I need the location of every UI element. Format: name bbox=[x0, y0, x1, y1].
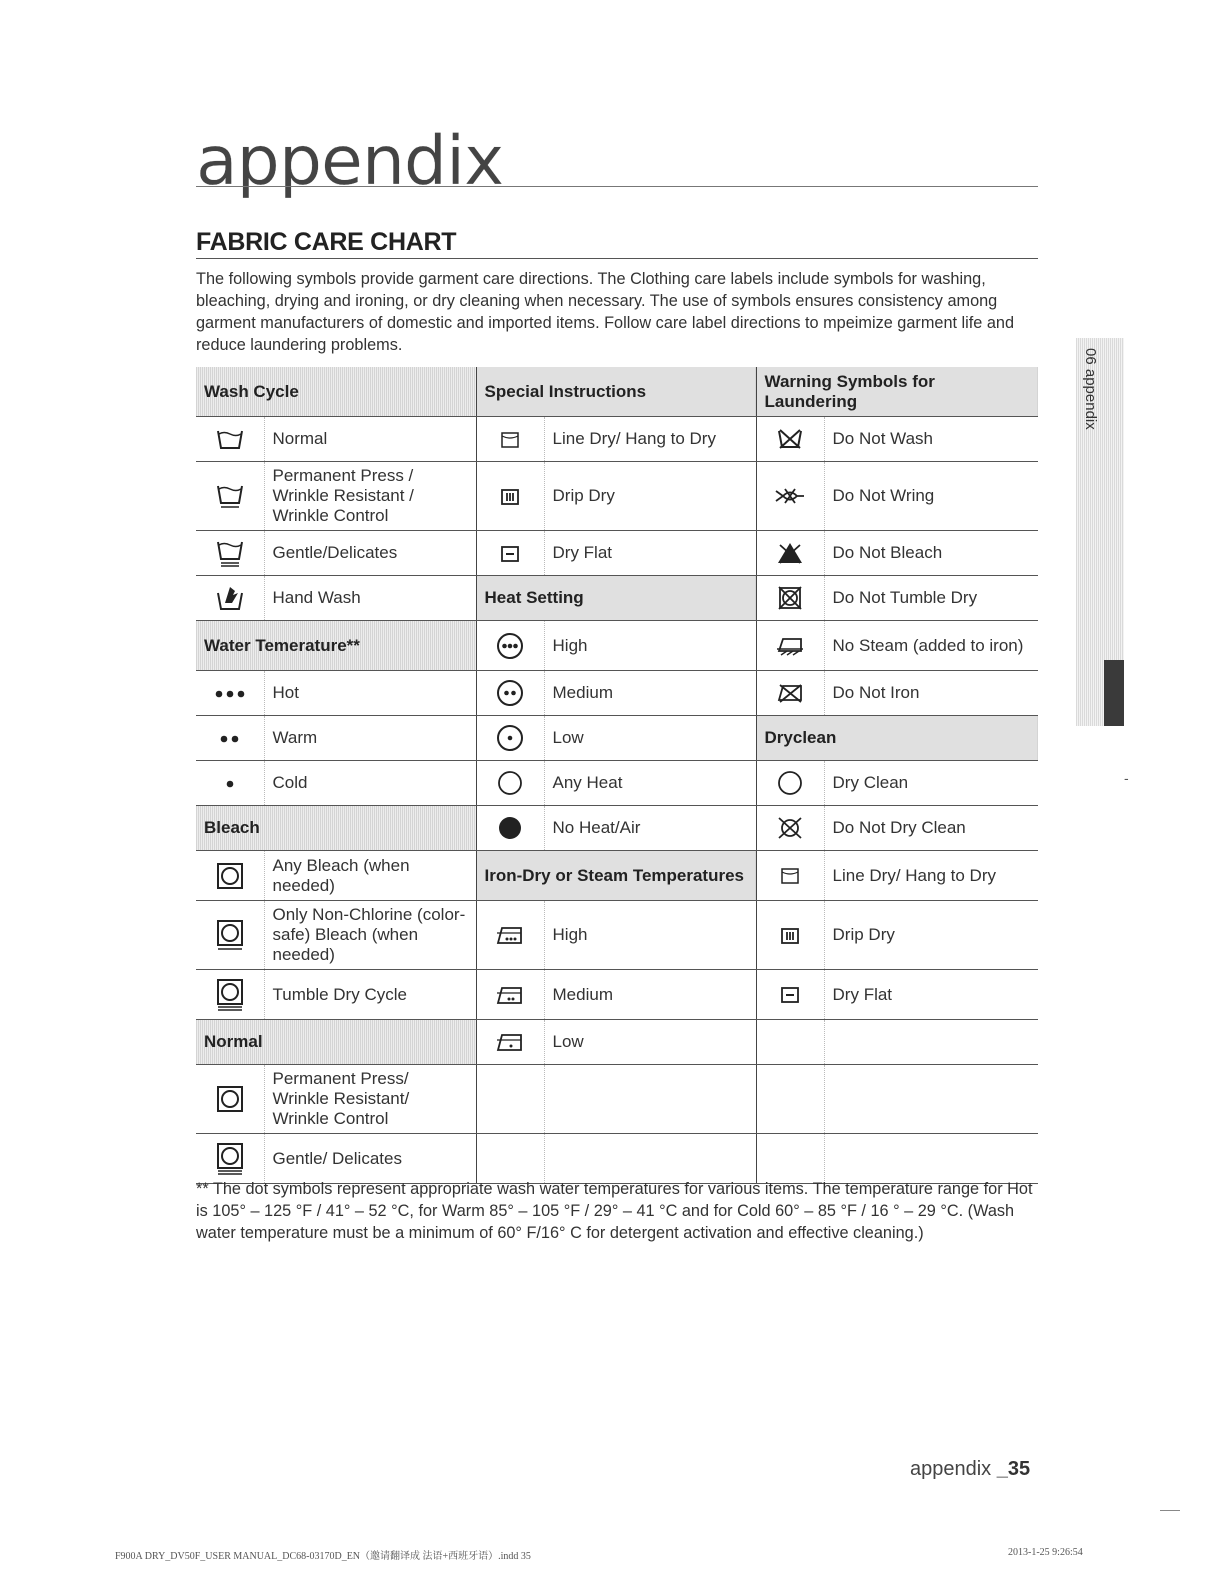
dry-flat-dryclean-icon bbox=[780, 986, 800, 1004]
header-warning-symbols: Warning Symbols for Laundering bbox=[756, 367, 1038, 417]
temp-cold-label: Cold bbox=[264, 761, 476, 806]
temp-warm-label: Warm bbox=[264, 716, 476, 761]
drip-dry-label: Drip Dry bbox=[544, 462, 756, 531]
iron-medium-label: Medium bbox=[544, 970, 756, 1020]
line-dry-label: Line Dry/ Hang to Dry bbox=[544, 417, 756, 462]
wash-gentle-label: Gentle/Delicates bbox=[264, 531, 476, 576]
any-heat-icon bbox=[497, 770, 523, 796]
normal-gentle-label: Gentle/ Delicates bbox=[264, 1134, 476, 1184]
header-dryclean: Dryclean bbox=[756, 716, 1038, 761]
do-not-iron-label: Do Not Iron bbox=[824, 671, 1038, 716]
normal-permanent-press-label: Permanent Press/ Wrinkle Resistant/ Wrinkle Control bbox=[264, 1065, 476, 1134]
iron-high-icon bbox=[495, 924, 525, 946]
header-special-instructions: Special Instructions bbox=[476, 367, 756, 417]
temp-hot-icon bbox=[214, 689, 246, 699]
normal-gentle-icon bbox=[216, 1142, 244, 1176]
header-bleach: Bleach bbox=[196, 806, 476, 851]
temp-cold-icon bbox=[225, 779, 235, 789]
heat-low-icon bbox=[496, 724, 524, 752]
iron-high-label: High bbox=[544, 901, 756, 970]
no-steam-icon bbox=[775, 634, 805, 658]
empty-cell bbox=[476, 1065, 544, 1134]
page-footer bbox=[910, 1458, 1030, 1481]
line-dry-icon bbox=[500, 431, 520, 449]
do-not-bleach-label: Do Not Bleach bbox=[824, 531, 1038, 576]
empty-cell bbox=[544, 1134, 756, 1184]
heat-high-icon bbox=[496, 632, 524, 660]
dry-clean-icon bbox=[777, 770, 803, 796]
do-not-wash-icon bbox=[776, 428, 804, 450]
section-rule bbox=[196, 258, 1038, 259]
heat-medium-label: Medium bbox=[544, 671, 756, 716]
temp-warm-icon bbox=[219, 734, 241, 744]
side-tab-label: 06 appendix bbox=[1082, 348, 1099, 430]
do-not-dry-clean-label: Do Not Dry Clean bbox=[824, 806, 1038, 851]
normal-permanent-press-icon bbox=[216, 1085, 244, 1113]
page-footer-label: appendix bbox=[910, 1458, 992, 1480]
dry-clean-label: Dry Clean bbox=[824, 761, 1038, 806]
non-chlorine-bleach-label: Only Non-Chlorine (color-safe) Bleach (when needed) bbox=[264, 901, 476, 970]
wash-tub-icon bbox=[216, 427, 244, 451]
dry-flat-label: Dry Flat bbox=[544, 531, 756, 576]
footnote: ** The dot symbols represent appropriate wash water temperatures for various items. The temperature range for Hot is 105° – 125 °F / 41° – 52 °C, for Warm 85° – 105 °F / 29° – 41 °C and for Cold 60° – 85 °F / 16 ° – 29 °C. (Wash water temperature must be a minimum of 60° F/16° C for detergent activation and effective cleaning.) bbox=[196, 1180, 1033, 1242]
do-not-wring-icon bbox=[773, 486, 807, 506]
header-water-temperature: Water Temerature** bbox=[196, 621, 476, 671]
print-timestamp: 2013-1-25 9:26:54 bbox=[1008, 1547, 1083, 1558]
chapter-rule bbox=[196, 186, 1038, 187]
do-not-dry-clean-icon bbox=[776, 816, 804, 840]
no-heat-icon bbox=[497, 815, 523, 841]
wash-normal-label: Normal bbox=[264, 417, 476, 462]
chapter-title: appendix bbox=[196, 122, 504, 201]
temp-hot-label: Hot bbox=[264, 671, 476, 716]
tumble-dry-cycle-icon bbox=[216, 978, 244, 1012]
empty-cell bbox=[824, 1134, 1038, 1184]
tumble-dry-cycle-label: Tumble Dry Cycle bbox=[264, 970, 476, 1020]
any-bleach-label: Any Bleach (when needed) bbox=[264, 851, 476, 901]
dry-flat-dryclean-label: Dry Flat bbox=[824, 970, 1038, 1020]
wash-permanent-press-label: Permanent Press / Wrinkle Resistant / Wrinkle Control bbox=[264, 462, 476, 531]
do-not-tumble-dry-label: Do Not Tumble Dry bbox=[824, 576, 1038, 621]
wash-tub-permanent-press-icon bbox=[216, 482, 244, 510]
side-mark: - bbox=[1124, 770, 1129, 786]
empty-cell bbox=[756, 1134, 824, 1184]
iron-low-icon bbox=[495, 1031, 525, 1053]
do-not-bleach-icon bbox=[776, 541, 804, 565]
any-heat-label: Any Heat bbox=[544, 761, 756, 806]
do-not-wash-label: Do Not Wash bbox=[824, 417, 1038, 462]
empty-cell bbox=[476, 1134, 544, 1184]
section-title: FABRIC CARE CHART bbox=[196, 228, 457, 256]
empty-cell bbox=[544, 1065, 756, 1134]
line-dry-dryclean-icon bbox=[780, 867, 800, 885]
print-slug: F900A DRY_DV50F_USER MANUAL_DC68-03170D_EN（邀请翻译成 法语+西班牙语）.indd 35 bbox=[115, 1551, 531, 1562]
header-normal: Normal bbox=[196, 1020, 476, 1065]
header-iron-temps: Iron-Dry or Steam Temperatures bbox=[476, 851, 756, 901]
do-not-iron-icon bbox=[776, 682, 804, 704]
empty-cell bbox=[756, 1065, 824, 1134]
iron-medium-icon bbox=[495, 984, 525, 1006]
heat-high-label: High bbox=[544, 621, 756, 671]
side-tab-marker bbox=[1104, 660, 1124, 726]
drip-dry-dryclean-icon bbox=[780, 927, 800, 945]
intro-paragraph: The following symbols provide garment care directions. The Clothing care labels include symbols for washing, bleaching, drying and ironing, or dry cleaning when necessary. The use of symbols ensures consistency among garment manufacturers of domestic and imported items. Follow care label directions to mpeimize garment life and reduce laundering problems. bbox=[196, 270, 1015, 354]
wash-tub-gentle-icon bbox=[216, 538, 244, 568]
empty-cell bbox=[824, 1065, 1038, 1134]
non-chlorine-bleach-icon bbox=[216, 919, 244, 951]
do-not-wring-label: Do Not Wring bbox=[824, 462, 1038, 531]
line-dry-dryclean-label: Line Dry/ Hang to Dry bbox=[824, 851, 1038, 901]
no-steam-label: No Steam (added to iron) bbox=[824, 621, 1038, 671]
hand-wash-label: Hand Wash bbox=[264, 576, 476, 621]
no-heat-label: No Heat/Air bbox=[544, 806, 756, 851]
empty-cell bbox=[756, 1020, 824, 1065]
page-number: _35 bbox=[996, 1458, 1031, 1480]
iron-low-label: Low bbox=[544, 1020, 756, 1065]
heat-low-label: Low bbox=[544, 716, 756, 761]
fabric-care-table bbox=[196, 367, 1038, 1184]
do-not-tumble-dry-icon bbox=[777, 586, 803, 610]
dry-flat-icon bbox=[500, 545, 520, 563]
trim-mark bbox=[1160, 1510, 1180, 1511]
any-bleach-icon bbox=[216, 862, 244, 890]
header-heat-setting: Heat Setting bbox=[476, 576, 756, 621]
drip-dry-icon bbox=[500, 488, 520, 506]
drip-dry-dryclean-label: Drip Dry bbox=[824, 901, 1038, 970]
hand-wash-icon bbox=[216, 585, 244, 611]
empty-cell bbox=[824, 1020, 1038, 1065]
header-wash-cycle: Wash Cycle bbox=[196, 367, 476, 417]
heat-medium-icon bbox=[496, 679, 524, 707]
